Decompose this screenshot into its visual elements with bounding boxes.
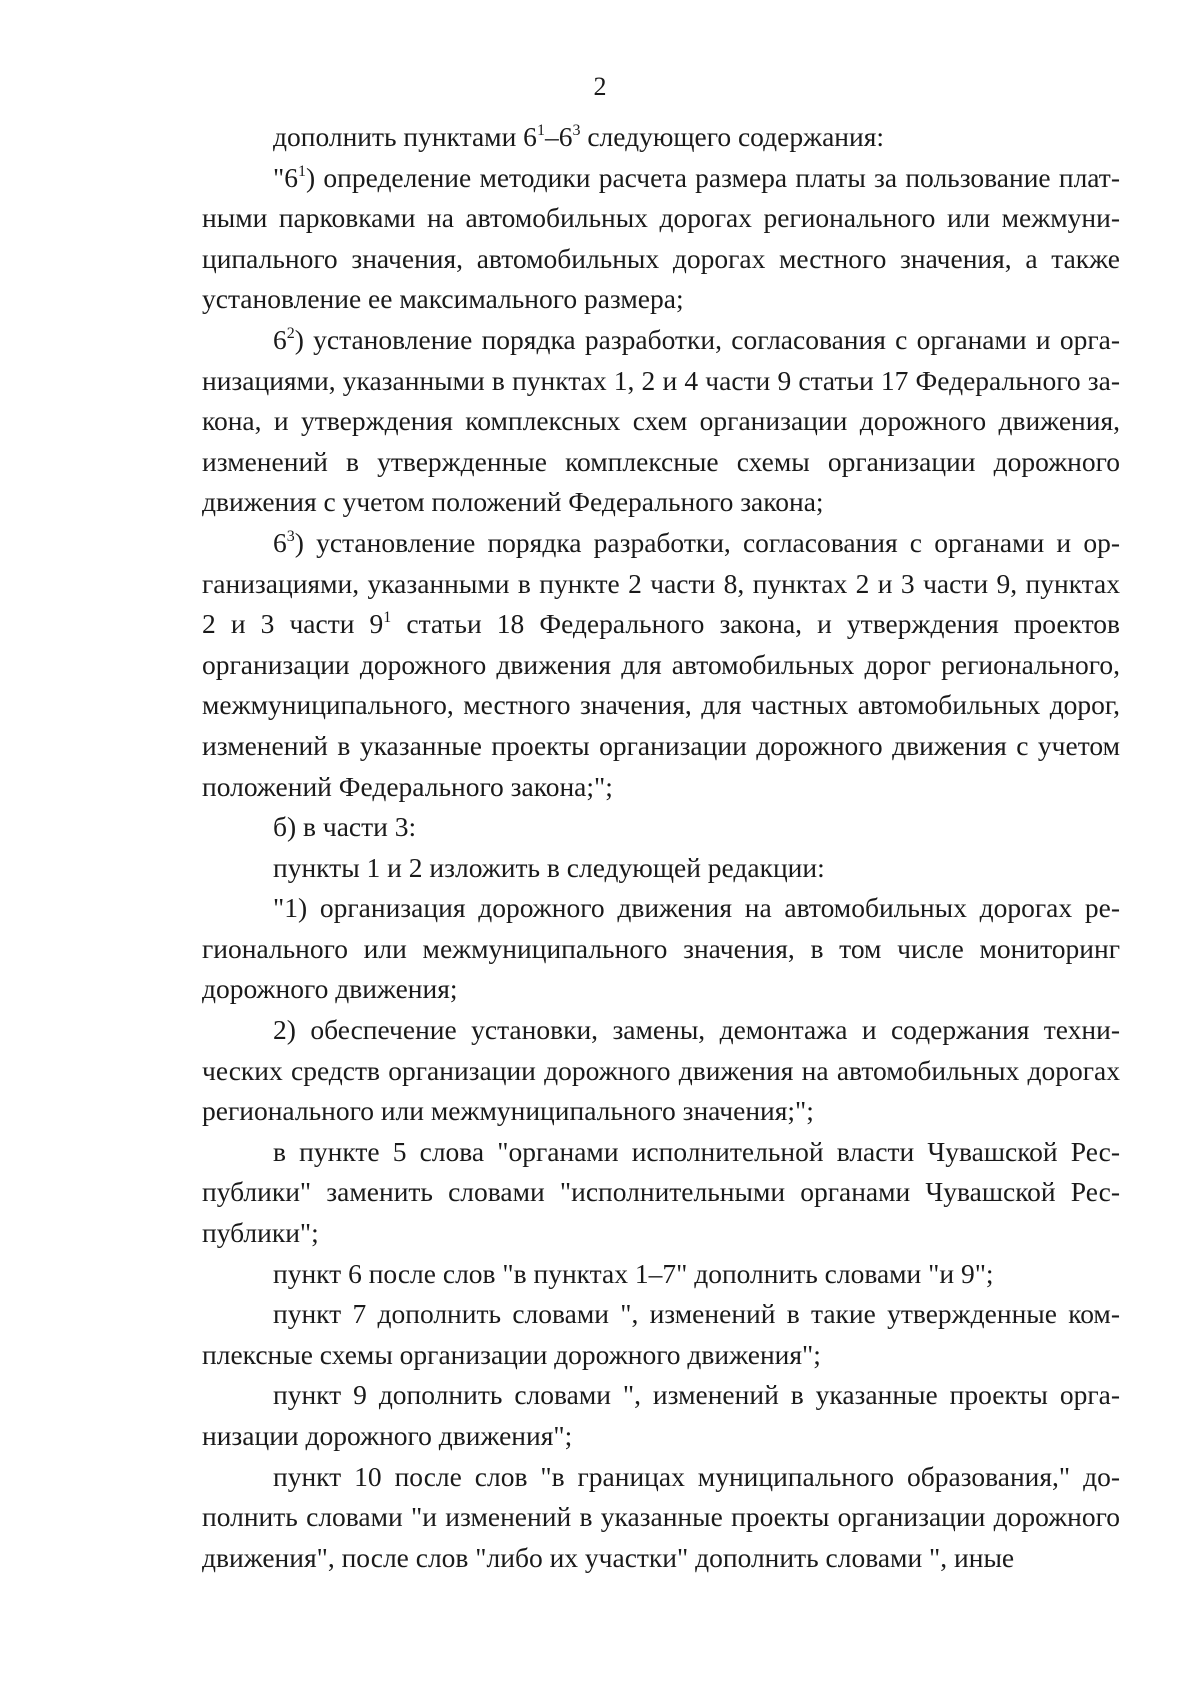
superscript: 1 xyxy=(297,162,306,180)
text-run: пункт 10 после слов "в границах муниципального образования," дополнить словами "и изменений в указанные проекты организации дорожного движения", после слов "либо их участки" дополнить словами ", иные xyxy=(202,1460,1120,1573)
text-run: следующего содержания: xyxy=(580,121,885,152)
paragraph-p12 xyxy=(202,1375,1120,1456)
text-run: пункт 6 после слов "в пунктах 1–7" дополнить словами "и 9"; xyxy=(273,1257,994,1289)
superscript: 1 xyxy=(383,609,392,627)
text-run: в пункте 5 слова "органами исполнительной власти Чувашской Республики" заменить словами "исполнительными органами Чувашской Республики"; xyxy=(202,1135,1120,1249)
text-run: 2) обеспечение установки, замены, демонтажа и содержания технических средств организации дорожного движения на автомобильных дорогах регионального или межмуниципального значения;"; xyxy=(202,1014,1120,1127)
paragraph-p8 xyxy=(202,1010,1120,1132)
document-body xyxy=(202,117,1120,1578)
text-run: 6 xyxy=(273,526,287,558)
superscript: 2 xyxy=(286,324,295,342)
paragraph-p9 xyxy=(202,1132,1120,1254)
text-run: пункт 9 дополнить словами ", изменений в указанные проекты организации дорожного движения"; xyxy=(202,1379,1120,1451)
paragraph-p4 xyxy=(202,523,1120,807)
text-run: пункты 1 и 2 изложить в следующей редакции: xyxy=(273,851,825,883)
paragraph-p7 xyxy=(202,888,1120,1010)
superscript: 3 xyxy=(286,527,295,545)
superscript: 3 xyxy=(572,122,581,139)
paragraph-p2 xyxy=(202,158,1120,320)
text-run: "6 xyxy=(273,161,298,193)
text-run: ) определение методики расчета размера платы за пользование платными парковками на автомобильных дорогах регионального или межмуниципального значения, автомобильных дорогах местного значения, а также установление ее максимального размера; xyxy=(202,161,1120,315)
text-run: дополнить пунктами 6 xyxy=(273,121,537,152)
paragraph-p5 xyxy=(202,807,1120,848)
text-run: пункт 7 дополнить словами ", изменений в такие утвержденные комплексные схемы организации дорожного движения"; xyxy=(202,1298,1120,1370)
paragraph-p1 xyxy=(202,117,1120,158)
text-run: –6 xyxy=(544,121,573,152)
paragraph-p13 xyxy=(202,1457,1120,1579)
page-number: 2 xyxy=(593,72,607,101)
text-run: ) установление порядка разработки, согласования с органами и организациями, указанными в пунктах 1, 2 и 4 части 9 статьи 17 Федерального закона, и утверждения комплексных схем организации дорожного движения, изменений в утвержденные комплексные схемы организации дорожного движения с учетом положений Федерального закона; xyxy=(202,323,1120,518)
text-run: "1) организация дорожного движения на автомобильных дорогах регионального или межмуниципального значения, в том числе мониторинг дорожного движения; xyxy=(202,892,1120,1005)
superscript: 1 xyxy=(536,122,545,139)
text-run: 6 xyxy=(273,323,287,355)
paragraph-p3 xyxy=(202,320,1120,523)
text-run: ) установление порядка разработки, согласования с органами и организациями, указанными в пункте 2 части 8, пунктах 2 и 3 части 9, пунктах 2 и 3 части 9 xyxy=(202,526,1120,640)
paragraph-p11 xyxy=(202,1294,1120,1375)
text-run: статьи 18 Федерального закона, и утверждения проектов организации дорожного движения для автомобильных дорог регионального, межмуниципального, местного значения, для частных автомобильных дорог, изменений в указанные проекты организации дорожного движения с учетом положений Федерального закона;"; xyxy=(202,608,1120,802)
paragraph-p10 xyxy=(202,1254,1120,1295)
paragraph-p6 xyxy=(202,848,1120,889)
text-run: б) в части 3: xyxy=(273,811,417,843)
